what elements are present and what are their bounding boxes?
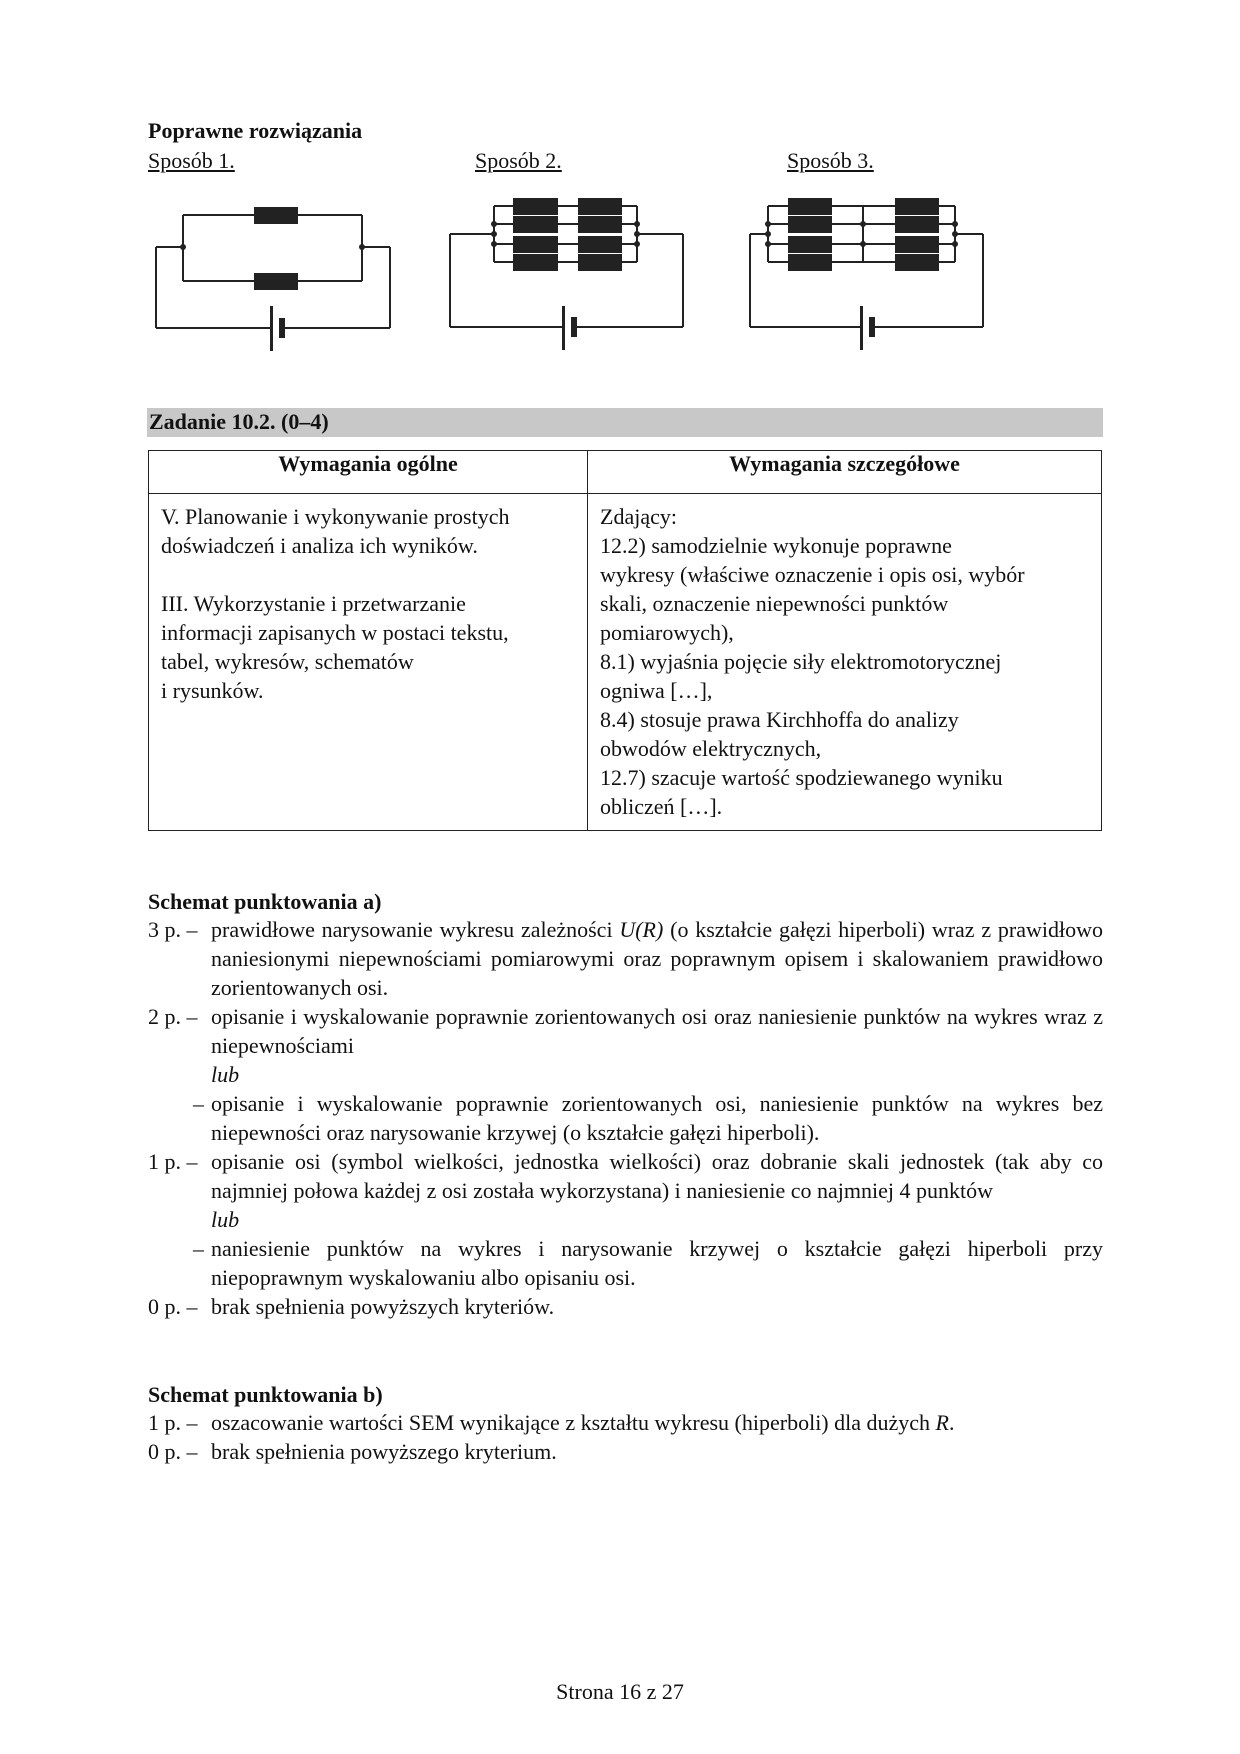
criterion-text: brak spełnienia powyższych kryteriów. xyxy=(211,1294,555,1319)
page-number: Strona 16 z 27 xyxy=(556,1679,684,1704)
criterion-text: oszacowanie wartości SEM wynikające z kształtu wykresu (hiperboli) dla dużych xyxy=(211,1410,936,1435)
circuit-diagram-2 xyxy=(445,195,690,350)
specific-line: 12.7) szacuje wartość spodziewanego wyniku xyxy=(600,765,1003,790)
method-1-label: Sposób 1. xyxy=(148,148,235,173)
general-line: V. Planowanie i wykonywanie prostych xyxy=(161,504,510,529)
formula-u-of-r: U(R) xyxy=(619,917,664,942)
specific-line: 12.2) samodzielnie wykonuje poprawne xyxy=(600,533,952,558)
criterion-text: . xyxy=(949,1410,955,1435)
task-header-bar xyxy=(147,408,1103,437)
criterion-text: opisanie osi (symbol wielkości, jednostka wielkości) oraz dobranie skali jednostek (tak aby co najmniej połowa każdej z osi została wykorzystana) i naniesienie co najmniej 4 punktów xyxy=(211,1149,1103,1203)
criterion-text: opisanie i wyskalowanie poprawnie zorientowanych osi, naniesienie punktów na wykres bez niepewności oraz narysowanie krzywej (o kształcie gałęzi hiperboli). xyxy=(211,1091,1103,1145)
circuit-diagram-3 xyxy=(745,195,995,350)
requirements-table xyxy=(148,450,1102,831)
scheme-b-0p xyxy=(148,1437,1103,1466)
general-line: tabel, wykresów, schematów xyxy=(161,649,414,674)
specific-line: ogniwa […], xyxy=(600,678,713,703)
general-line: informacji zapisanych w postaci tekstu, xyxy=(161,620,509,645)
col-general-header: Wymagania ogólne xyxy=(149,451,588,494)
scheme-a-title: Schemat punktowania a) xyxy=(148,889,382,914)
specific-line: 8.1) wyjaśnia pojęcie siły elektromotorycznej xyxy=(600,649,1002,674)
general-line: i rysunków. xyxy=(161,678,264,703)
scheme-a xyxy=(148,915,1103,1321)
points-label: 3 p. – xyxy=(148,917,198,942)
points-label: 0 p. – xyxy=(148,1294,198,1319)
points-label: 0 p. – xyxy=(148,1439,198,1464)
general-line: doświadczeń i analiza ich wyników. xyxy=(161,533,478,558)
points-label: 2 p. – xyxy=(148,1004,198,1029)
criterion-text: opisanie i wyskalowanie poprawnie zorientowanych osi oraz naniesienie punktów na wykres wraz z niepewnościami xyxy=(211,1004,1103,1058)
scheme-a-2p xyxy=(148,1002,1103,1060)
variable-r: R xyxy=(935,1410,949,1435)
specific-line: skali, oznaczenie niepewności punktów xyxy=(600,591,949,616)
criterion-text: (o kształcie gałęzi hiperboli) wraz z prawidłowo naniesionymi niepewnościami pomiarowymi oraz poprawnym opisem i skalowaniem prawidłowo zorientowanych osi. xyxy=(211,917,1104,1000)
scheme-a-1p-alt xyxy=(148,1234,1103,1292)
scheme-a-1p xyxy=(148,1147,1103,1205)
scheme-b-title: Schemat punktowania b) xyxy=(148,1382,383,1407)
general-line: III. Wykorzystanie i przetwarzanie xyxy=(161,591,466,616)
task-title: Zadanie 10.2. (0–4) xyxy=(149,409,329,434)
scheme-a-3p xyxy=(148,915,1103,1002)
method-3-label: Sposób 3. xyxy=(787,148,874,173)
specific-line: obwodów elektrycznych, xyxy=(600,736,822,761)
dash-marker: – xyxy=(193,1236,204,1261)
scheme-a-0p xyxy=(148,1292,1103,1321)
scheme-b xyxy=(148,1408,1103,1466)
scheme-a-2p-alt xyxy=(148,1089,1103,1147)
specific-line: obliczeń […]. xyxy=(600,794,723,819)
or-separator: lub xyxy=(211,1062,240,1087)
specific-line: 8.4) stosuje prawa Kirchhoffa do analizy xyxy=(600,707,959,732)
dash-marker: – xyxy=(193,1091,204,1116)
specific-requirements-cell xyxy=(588,494,1102,831)
criterion-text: naniesienie punktów na wykres i narysowanie krzywej o kształcie gałęzi hiperboli przy niepoprawnym wyskalowaniu albo opisaniu osi. xyxy=(211,1236,1103,1290)
col-specific-header: Wymagania szczegółowe xyxy=(588,451,1102,494)
circuit-diagram-1 xyxy=(150,200,400,350)
criterion-text: brak spełnienia powyższego kryterium. xyxy=(211,1439,557,1464)
specific-line: wykresy (właściwe oznaczenie i opis osi, wybór xyxy=(600,562,1025,587)
method-2-label: Sposób 2. xyxy=(475,148,562,173)
criterion-text: prawidłowe narysowanie wykresu zależności xyxy=(211,917,620,942)
general-requirements-cell xyxy=(149,494,588,831)
specific-line: pomiarowych), xyxy=(600,620,734,645)
specific-line: Zdający: xyxy=(600,504,677,529)
points-label: 1 p. – xyxy=(148,1410,198,1435)
scheme-b-1p xyxy=(148,1408,1103,1437)
or-separator: lub xyxy=(211,1207,240,1232)
points-label: 1 p. – xyxy=(148,1149,198,1174)
solutions-title: Poprawne rozwiązania xyxy=(148,118,363,143)
